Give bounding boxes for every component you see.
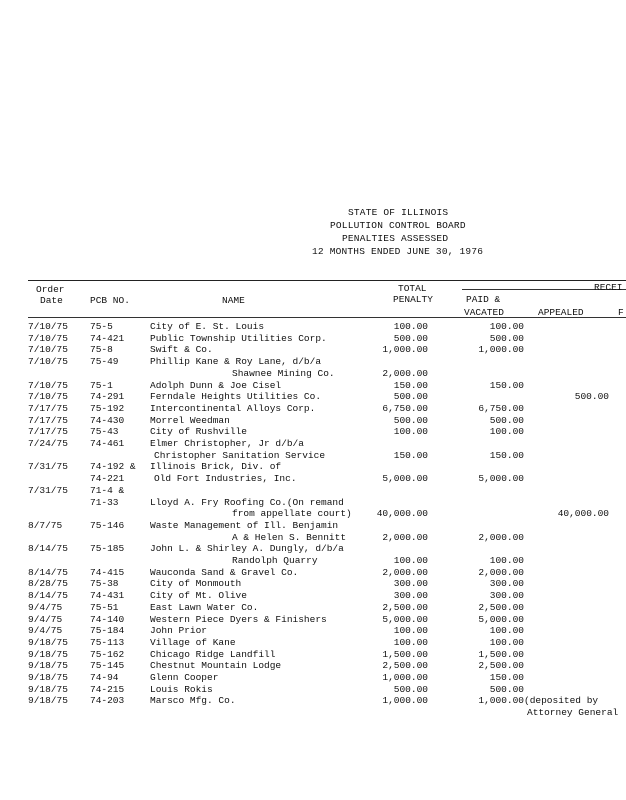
paid-vacated: 500.00	[489, 414, 524, 426]
table-row	[0, 695, 626, 707]
table-row	[0, 660, 626, 672]
pcb-number: 74-431	[90, 590, 125, 602]
paid-vacated: 2,000.00	[478, 531, 524, 543]
header-bottom-rule	[28, 317, 626, 318]
order-date: 8/28/75	[28, 578, 68, 590]
pcb-number: 71-33	[90, 496, 119, 508]
table-row	[0, 672, 626, 684]
order-date: 9/18/75	[28, 636, 68, 648]
pcb-number: 74-203	[90, 695, 125, 707]
pcb-number: 75-49	[90, 356, 119, 368]
total-penalty: 2,000.00	[382, 566, 428, 578]
order-date: 9/18/75	[28, 695, 68, 707]
pcb-number: 74-421	[90, 332, 125, 344]
respondent-name: Lloyd A. Fry Roofing Co.(On remand	[150, 496, 344, 508]
paid-vacated: 300.00	[489, 578, 524, 590]
table-row	[0, 403, 626, 415]
table-row	[0, 473, 626, 485]
respondent-name: Marsco Mfg. Co.	[150, 695, 236, 707]
pcb-number: 74-94	[90, 672, 119, 683]
table-row	[0, 344, 626, 356]
order-date: 9/4/75	[28, 613, 63, 625]
col-pcb-no: PCB NO.	[90, 295, 130, 306]
pcb-number: 74-461	[90, 438, 125, 449]
order-date: 7/31/75	[28, 461, 68, 473]
total-penalty: 150.00	[393, 449, 428, 461]
title-subject: PENALTIES ASSESSED	[342, 233, 449, 244]
order-date: 7/17/75	[28, 426, 68, 438]
order-date: 7/10/75	[28, 332, 68, 344]
paid-vacated: 150.00	[489, 449, 524, 461]
respondent-name: John L. & Shirley A. Dungly, d/b/a	[150, 543, 344, 555]
col-received: RECEI	[594, 282, 623, 293]
table-row	[0, 590, 626, 602]
table-row	[0, 380, 626, 392]
total-penalty: 2,000.00	[382, 367, 428, 379]
paid-vacated: 5,000.00	[478, 613, 524, 625]
respondent-name: Christopher Sanitation Service	[154, 449, 326, 461]
table-row	[0, 614, 626, 626]
respondent-name: Phillip Kane & Roy Lane, d/b/a	[150, 356, 322, 368]
respondent-name: Louis Rokis	[150, 683, 213, 695]
order-date: 9/18/75	[28, 648, 68, 660]
table-row	[0, 684, 626, 696]
respondent-name: City of Rushville	[150, 426, 247, 438]
table-row	[0, 368, 626, 380]
total-penalty: 300.00	[393, 578, 428, 590]
order-date: 7/10/75	[28, 391, 68, 403]
order-date: 8/7/75	[28, 519, 63, 531]
appealed-amount: 40,000.00	[557, 508, 609, 520]
table-row	[0, 707, 626, 719]
table-row	[0, 415, 626, 427]
total-penalty: 100.00	[393, 555, 428, 566]
respondent-name: Wauconda Sand & Gravel Co.	[150, 566, 299, 578]
respondent-name: Waste Management of Ill. Benjamin	[150, 519, 339, 531]
total-penalty: 500.00	[393, 683, 428, 695]
paid-vacated: 500.00	[489, 332, 524, 344]
pcb-number: 75-113	[90, 636, 125, 648]
order-date: 7/17/75	[28, 402, 68, 414]
total-penalty: 100.00	[393, 426, 428, 438]
order-date: 9/18/75	[28, 683, 68, 695]
respondent-name: Chicago Ridge Landfill	[150, 648, 276, 660]
table-row	[0, 356, 626, 368]
table-row	[0, 508, 626, 520]
order-date: 7/31/75	[28, 484, 68, 496]
pcb-number: 75-8	[90, 344, 113, 356]
order-date: 7/10/75	[28, 379, 68, 391]
table-row	[0, 485, 626, 497]
respondent-name: Adolph Dunn & Joe Cisel	[150, 379, 282, 391]
respondent-name: East Lawn Water Co.	[150, 601, 259, 613]
col-name: NAME	[222, 295, 245, 306]
respondent-name: Shawnee Mining Co.	[232, 367, 335, 379]
order-date: 7/10/75	[28, 356, 68, 368]
total-penalty: 40,000.00	[376, 508, 428, 520]
total-penalty: 2,500.00	[382, 660, 428, 672]
order-date: 7/24/75	[28, 438, 68, 449]
col-paid-1: PAID &	[466, 294, 501, 305]
paid-vacated: 100.00	[489, 636, 524, 648]
respondent-name: Ferndale Heights Utilities Co.	[150, 391, 322, 403]
table-row	[0, 532, 626, 544]
total-penalty: 6,750.00	[382, 402, 428, 414]
respondent-name: Elmer Christopher, Jr d/b/a	[150, 438, 304, 449]
total-penalty: 100.00	[393, 636, 428, 648]
respondent-name: Morrel Weedman	[150, 414, 230, 426]
table-row	[0, 625, 626, 637]
order-date: 7/17/75	[28, 414, 68, 426]
pcb-number: 75-43	[90, 426, 119, 438]
col-order-date-1: Order	[36, 284, 65, 295]
order-date: 8/14/75	[28, 543, 68, 555]
pcb-number: 74-415	[90, 566, 125, 578]
total-penalty: 1,000.00	[382, 344, 428, 356]
pcb-number: 75-38	[90, 578, 119, 590]
respondent-name: Swift & Co.	[150, 344, 213, 356]
table-row	[0, 321, 626, 333]
respondent-name: John Prior	[150, 625, 208, 637]
col-total-1: TOTAL	[398, 283, 427, 294]
paid-vacated: 150.00	[489, 379, 524, 391]
order-date: 7/10/75	[28, 344, 68, 356]
row-note: Attorney General	[527, 707, 619, 719]
order-date: 9/4/75	[28, 625, 63, 637]
respondent-name: A & Helen S. Bennitt	[232, 531, 347, 543]
paid-vacated: 2,000.00	[478, 566, 524, 578]
title-period: 12 MONTHS ENDED JUNE 30, 1976	[312, 246, 484, 257]
paid-vacated: 100.00	[489, 321, 524, 332]
paid-vacated: 100.00	[489, 426, 524, 438]
respondent-name: Intercontinental Alloys Corp.	[150, 402, 316, 414]
paid-vacated: 2,500.00	[478, 660, 524, 672]
respondent-name: Public Township Utilities Corp.	[150, 332, 327, 344]
appealed-amount: 500.00	[574, 391, 609, 403]
order-date: 8/14/75	[28, 590, 68, 602]
respondent-name: City of Mt. Olive	[150, 590, 247, 602]
table-row	[0, 543, 626, 555]
table-row	[0, 567, 626, 579]
pcb-number: 75-185	[90, 543, 125, 555]
title-board: POLLUTION CONTROL BOARD	[330, 220, 466, 231]
respondent-name: from appellate court)	[232, 508, 352, 520]
row-note: (deposited by	[524, 695, 599, 707]
total-penalty: 1,000.00	[382, 672, 428, 683]
paid-vacated: 100.00	[489, 625, 524, 637]
order-date: 8/14/75	[28, 566, 68, 578]
respondent-name: City of Monmouth	[150, 578, 242, 590]
order-date: 9/18/75	[28, 660, 68, 672]
respondent-name: Chestnut Mountain Lodge	[150, 660, 282, 672]
col-order-date-2: Date	[40, 295, 63, 306]
paid-vacated: 2,500.00	[478, 601, 524, 613]
total-penalty: 100.00	[393, 625, 428, 637]
table-row	[0, 520, 626, 532]
paid-vacated: 1,000.00	[478, 344, 524, 356]
table-row	[0, 649, 626, 661]
order-date: 9/4/75	[28, 601, 63, 613]
total-penalty: 5,000.00	[382, 613, 428, 625]
pcb-number: 75-184	[90, 625, 125, 637]
total-penalty: 300.00	[393, 590, 428, 602]
total-penalty: 500.00	[393, 391, 428, 403]
table-row	[0, 637, 626, 649]
col-total-2: PENALTY	[393, 294, 433, 305]
paid-vacated: 1,500.00	[478, 648, 524, 660]
total-penalty: 150.00	[393, 379, 428, 391]
paid-vacated: 150.00	[489, 672, 524, 683]
pcb-number: 75-145	[90, 660, 125, 672]
pcb-number: 75-1	[90, 379, 113, 391]
total-penalty: 5,000.00	[382, 473, 428, 485]
pcb-number: 74-140	[90, 613, 125, 625]
respondent-name: Western Piece Dyers & Finishers	[150, 613, 327, 625]
pcb-number: 75-5	[90, 321, 113, 332]
table-row	[0, 426, 626, 438]
pcb-number: 75-192	[90, 402, 125, 414]
pcb-number: 74-291	[90, 391, 125, 403]
table-row	[0, 438, 626, 450]
pcb-number: 74-215	[90, 683, 125, 695]
pcb-number: 75-51	[90, 601, 119, 613]
order-date: 7/10/75	[28, 321, 68, 332]
pcb-number: 71-4 &	[90, 484, 125, 496]
paid-vacated: 500.00	[489, 683, 524, 695]
total-penalty: 2,500.00	[382, 601, 428, 613]
table-row	[0, 333, 626, 345]
pcb-number: 75-146	[90, 519, 125, 531]
total-penalty: 100.00	[393, 321, 428, 332]
paid-vacated: 6,750.00	[478, 402, 524, 414]
pcb-number: 75-162	[90, 648, 125, 660]
table-row	[0, 461, 626, 473]
paid-vacated: 5,000.00	[478, 473, 524, 485]
table-row	[0, 497, 626, 509]
paid-vacated: 300.00	[489, 590, 524, 602]
table-row	[0, 578, 626, 590]
pcb-number: 74-192 &	[90, 461, 136, 473]
respondent-name: Randolph Quarry	[232, 555, 318, 566]
total-penalty: 2,000.00	[382, 531, 428, 543]
title-state: STATE OF ILLINOIS	[348, 207, 449, 218]
total-penalty: 500.00	[393, 414, 428, 426]
respondent-name: Glenn Cooper	[150, 672, 219, 683]
pcb-number: 74-221	[90, 473, 125, 485]
order-date: 9/18/75	[28, 672, 68, 683]
paid-vacated: 100.00	[489, 555, 524, 566]
respondent-name: Old Fort Industries, Inc.	[154, 473, 297, 485]
table-row	[0, 391, 626, 403]
header-top-rule	[28, 280, 626, 281]
col-appealed: APPEALED	[538, 307, 584, 318]
respondent-name: City of E. St. Louis	[150, 321, 265, 332]
respondent-name: Village of Kane	[150, 636, 236, 648]
total-penalty: 1,000.00	[382, 695, 428, 707]
respondent-name: Illinois Brick, Div. of	[150, 461, 282, 473]
paid-vacated: 1,000.00	[478, 695, 524, 707]
pcb-number: 74-430	[90, 414, 125, 426]
col-paid-2: VACATED	[464, 307, 504, 318]
total-penalty: 500.00	[393, 332, 428, 344]
table-row	[0, 450, 626, 462]
table-row	[0, 602, 626, 614]
col-last: F	[618, 307, 624, 318]
table-row	[0, 555, 626, 567]
total-penalty: 1,500.00	[382, 648, 428, 660]
